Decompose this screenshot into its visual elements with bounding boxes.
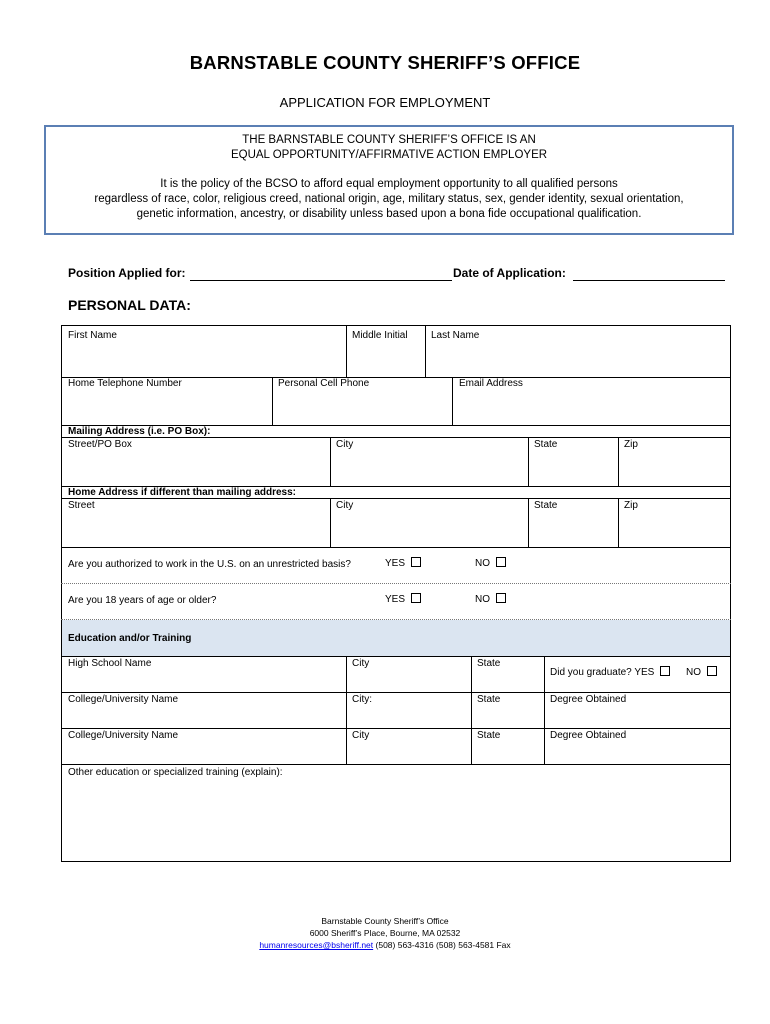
hs-city-label: City: [352, 658, 370, 669]
cell-phone-label: Personal Cell Phone: [278, 378, 370, 389]
age-no[interactable]: [475, 594, 506, 606]
last-name-label: Last Name: [431, 330, 480, 341]
middle-initial-label: Middle Initial: [352, 330, 408, 341]
row-divider: [61, 547, 731, 548]
graduate-no[interactable]: [686, 667, 717, 679]
eeo-policy-2: regardless of race, color, religious creed, national origin, age, military status, sex, gender identity, sexual orientation,: [94, 193, 684, 205]
col-divider: [618, 498, 619, 547]
date-field[interactable]: [573, 267, 725, 281]
college2-state-label: State: [477, 730, 501, 741]
college2-degree-label: Degree Obtained: [550, 730, 627, 741]
college1-degree-label: Degree Obtained: [550, 694, 627, 705]
age-yes[interactable]: [385, 594, 421, 606]
mailing-street-label: Street/PO Box: [68, 439, 132, 450]
footer-phones: (508) 563-4316 (508) 563-4581 Fax: [373, 940, 511, 950]
authorized-question: Are you authorized to work in the U.S. on an unrestricted basis?: [68, 559, 351, 570]
authorized-no[interactable]: [475, 558, 506, 570]
col-divider: [346, 325, 347, 377]
age-question: Are you 18 years of age or older?: [68, 595, 217, 606]
form-title: BARNSTABLE COUNTY SHERIFF’S OFFICE: [189, 52, 581, 73]
checkbox[interactable]: [411, 557, 421, 567]
checkbox[interactable]: [411, 593, 421, 603]
col-divider: [330, 498, 331, 547]
graduate-question: Did you graduate? YES: [550, 667, 655, 678]
high-school-label: High School Name: [68, 658, 152, 669]
checkbox[interactable]: [660, 666, 670, 676]
row-divider: [61, 728, 731, 729]
other-education-label: Other education or specialized training (explain):: [68, 767, 283, 778]
col-divider: [346, 656, 347, 764]
row-divider: [61, 692, 731, 693]
position-field[interactable]: [190, 267, 452, 281]
hs-state-label: State: [477, 658, 501, 669]
email-label: Email Address: [459, 378, 523, 389]
authorized-yes[interactable]: [385, 558, 421, 570]
col-divider: [452, 377, 453, 425]
col-divider: [425, 325, 426, 377]
footer-address: 6000 Sheriff’s Place, Bourne, MA 02532: [309, 928, 461, 938]
checkbox[interactable]: [496, 557, 506, 567]
home-street-label: Street: [68, 500, 95, 511]
mailing-zip-label: Zip: [624, 439, 638, 450]
home-address-heading: Home Address if different than mailing address:: [68, 487, 297, 498]
eeo-line-2: EQUAL OPPORTUNITY/AFFIRMATIVE ACTION EMPLOYER: [230, 149, 548, 161]
checkbox[interactable]: [707, 666, 717, 676]
eeo-line-1: THE BARNSTABLE COUNTY SHERIFF’S OFFICE IS AN: [242, 134, 536, 146]
college1-city-label: City:: [352, 694, 372, 705]
college2-city-label: City: [352, 730, 370, 741]
first-name-label: First Name: [68, 330, 117, 341]
mailing-city-label: City: [336, 439, 354, 450]
mailing-address-heading: Mailing Address (i.e. PO Box):: [68, 426, 211, 437]
home-phone-label: Home Telephone Number: [68, 378, 182, 389]
college2-label: College/University Name: [68, 730, 179, 741]
footer-org: Barnstable County Sheriff’s Office: [321, 916, 449, 926]
col-divider: [544, 656, 545, 764]
college1-label: College/University Name: [68, 694, 179, 705]
mailing-state-label: State: [534, 439, 558, 450]
col-divider: [471, 656, 472, 764]
dotted-divider: [61, 619, 731, 620]
yes-label: YES: [385, 558, 406, 569]
row-divider: [61, 764, 731, 765]
position-label: Position Applied for:: [68, 266, 186, 280]
education-heading: Education and/or Training: [68, 633, 192, 644]
college1-state-label: State: [477, 694, 501, 705]
form-subtitle: APPLICATION FOR EMPLOYMENT: [279, 95, 491, 110]
yes-label: YES: [385, 594, 406, 605]
date-label: Date of Application:: [453, 266, 566, 280]
home-state-label: State: [534, 500, 558, 511]
dotted-divider: [61, 583, 731, 584]
col-divider: [528, 437, 529, 486]
footer-email-link[interactable]: humanresources@bsheriff.net: [259, 940, 374, 950]
row-divider: [61, 656, 731, 657]
footer-contact: [0, 939, 770, 951]
home-zip-label: Zip: [624, 500, 638, 511]
no-label: NO: [686, 667, 701, 678]
col-divider: [272, 377, 273, 425]
home-city-label: City: [336, 500, 354, 511]
no-label: NO: [475, 594, 490, 605]
eeo-policy-1: It is the policy of the BCSO to afford equal employment opportunity to all qualified persons: [160, 178, 618, 190]
eeo-policy-3: genetic information, ancestry, or disability unless based upon a bona fide occupational qualification.: [136, 208, 642, 220]
checkbox[interactable]: [496, 593, 506, 603]
graduate-yes[interactable]: [550, 667, 670, 679]
col-divider: [618, 437, 619, 486]
personal-data-heading: PERSONAL DATA:: [68, 297, 191, 313]
col-divider: [528, 498, 529, 547]
no-label: NO: [475, 558, 490, 569]
col-divider: [330, 437, 331, 486]
